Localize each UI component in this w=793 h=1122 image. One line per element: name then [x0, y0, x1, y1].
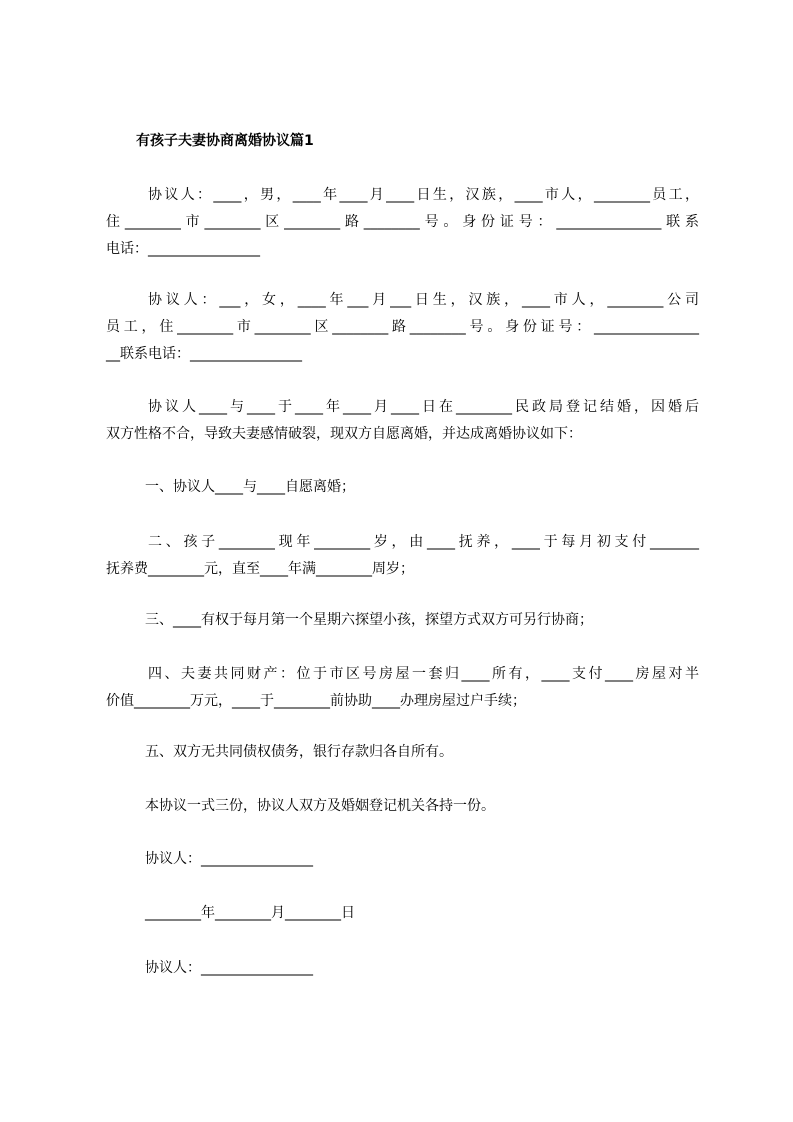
- copies-note-text: 本协议一式三份，协议人双方及婚姻登记机关各持一份。: [145, 798, 495, 814]
- date-line-text: ________年________月________日: [145, 905, 355, 921]
- clause-4-line-2: 价值________万元，____于________前协助____办理房屋过户手续；: [106, 693, 526, 709]
- clause-5-text: 五、双方无共同债权债务，银行存款归各自所有。: [145, 744, 453, 760]
- document-title: 有孩子夫妻协商离婚协议篇1: [136, 133, 314, 149]
- clause-2: [106, 529, 699, 583]
- signature-line-1: [145, 846, 313, 873]
- signature-2-text: 协议人：________________: [145, 960, 313, 976]
- party-2-paragraph: [106, 287, 699, 368]
- clause-1-text: 一、协议人____与____自愿离婚；: [145, 479, 355, 495]
- party-2-line-3: __联系电话：________________: [106, 346, 302, 362]
- copies-note: [145, 793, 495, 820]
- clause-2-line-1: 二、孩子________现年________岁，由____抚养，____于每月初支付_______: [148, 534, 699, 550]
- clause-3: [145, 607, 593, 634]
- party-2-line-2: 员工，住________市________区________路________号。身份证号：_______________: [106, 319, 699, 335]
- party-1-line-1: 协议人：____，男，____年____月____日生，汉族，____市人，________员工，: [148, 187, 699, 203]
- clause-5: [145, 739, 453, 766]
- party-1-line-2: 住________市________区________路________号。身份证号：_______________联系: [106, 214, 699, 230]
- signature-line-2: [145, 955, 313, 982]
- signature-1-text: 协议人：________________: [145, 851, 313, 867]
- party-1-line-3: 电话：________________: [106, 241, 260, 257]
- clause-4-line-1: 四、夫妻共同财产：位于市区号房屋一套归____所有，____支付____房屋对半: [148, 666, 699, 682]
- clause-4: [106, 661, 699, 715]
- party-1-paragraph: [106, 182, 699, 263]
- date-line: [145, 900, 355, 927]
- clause-3-text: 三、____有权于每月第一个星期六探望小孩，探望方式双方可另行协商；: [145, 612, 593, 628]
- marriage-line-2: 双方性格不合，导致夫妻感情破裂，现双方自愿离婚，并达成离婚协议如下：: [106, 426, 582, 442]
- marriage-line-1: 协议人____与____于____年____月____日在________民政局登记结婚，因婚后: [148, 399, 699, 415]
- clause-1: [145, 474, 355, 501]
- party-2-line-1: 协议人：___，女，____年___月___日生，汉族，____市人，________公司: [148, 292, 699, 308]
- marriage-paragraph: [106, 394, 699, 448]
- clause-2-line-2: 抚养费________元，直至____年满________周岁；: [106, 561, 414, 577]
